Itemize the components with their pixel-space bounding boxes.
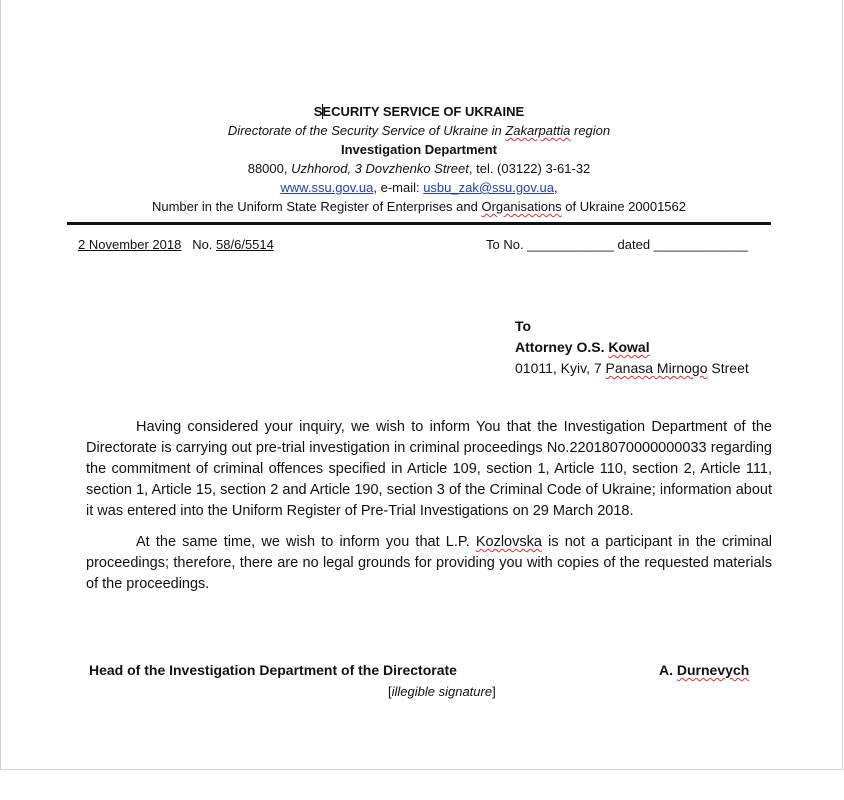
address-line [61, 159, 777, 178]
paragraph-2-end: is not a participant in the criminal proceedings; therefore, there are no legal grounds for providing you with copies of the requested materials of the proceedings. [86, 534, 772, 592]
paragraph-2-name: Kozlovska [475, 534, 542, 550]
letterhead [61, 102, 777, 216]
address-street: Uzhhorod, 3 Dovzhenko Street [291, 161, 469, 176]
body-paragraph-1: Having considered your inquiry, we wish to inform You that the Investigation Department of the Directorate is carrying out pre-trial investigation in criminal proceedings No.22018070000000033 regarding the commitment of criminal offences specified in Article 109, section 1, Article 110, section 2, Article 111, section 1, Article 15, section 2 and Article 190, section 3 of the Criminal Code of Ukraine; information about it was entered into the Uniform Register of Pre-Trial Investigations on 29 March 2018. [86, 419, 772, 519]
letter-body [86, 417, 772, 605]
email-link[interactable]: usbu_zak@ssu.gov.ua [423, 180, 554, 195]
email-label: , e-mail: [373, 180, 424, 195]
signatory-surname: Durnevych [676, 662, 750, 678]
incoming-reference: To No. ____________ dated _____________ [486, 237, 748, 252]
website-link[interactable]: www.ssu.gov.ua [280, 180, 374, 195]
contact-line [61, 178, 777, 197]
body-paragraph-2 [86, 532, 772, 595]
addressee-address [515, 358, 749, 379]
signatory-title: Head of the Investigation Department of the Directorate [89, 662, 457, 678]
directorate-region: Zakarpattia [505, 123, 571, 138]
signatory-initial: A. [659, 662, 677, 678]
addressee-title: Attorney O.S. [515, 339, 609, 355]
signature-note-text: illegible signature [391, 684, 493, 699]
addressee-address-start: 01011, Kyiv, 7 [515, 360, 606, 376]
signatory-name [659, 662, 749, 678]
email-trail: , [553, 180, 558, 195]
signature-note [388, 684, 496, 699]
directorate-line [61, 121, 777, 140]
signature-note-close: ] [492, 684, 496, 699]
addressee-street: Panasa Mirnogo [605, 360, 708, 376]
header-divider [67, 222, 771, 225]
addressee-address-end: Street [707, 360, 749, 376]
department-name: Investigation Department [340, 142, 498, 157]
org-name: SECURITY SERVICE OF UKRAINE [313, 104, 525, 119]
address-postcode: 88000, [247, 161, 292, 176]
register-word: Organisations [481, 199, 562, 214]
letter-date: 2 November 2018 [78, 237, 182, 252]
addressee-block [515, 316, 749, 379]
paragraph-2-start: At the same time, we wish to inform you that L.P. [136, 534, 476, 550]
addressee-to: To [515, 318, 532, 334]
outgoing-reference [78, 237, 274, 253]
directorate-text: Directorate of the Security Service of Ukraine in [227, 123, 506, 138]
addressee-surname: Kowal [608, 339, 650, 355]
register-text: Number in the Uniform State Register of Enterprises and [151, 199, 482, 214]
letter-number-label: No. [192, 237, 217, 252]
address-tel: , tel. (03122) 3-61-32 [468, 161, 591, 176]
letter-number: 58/6/5514 [216, 237, 274, 252]
addressee-name [515, 337, 749, 358]
directorate-suffix: region [570, 123, 611, 138]
register-number: of Ukraine 20001562 [561, 199, 686, 214]
signature-note-open: [ [388, 684, 392, 699]
register-line [61, 197, 777, 216]
